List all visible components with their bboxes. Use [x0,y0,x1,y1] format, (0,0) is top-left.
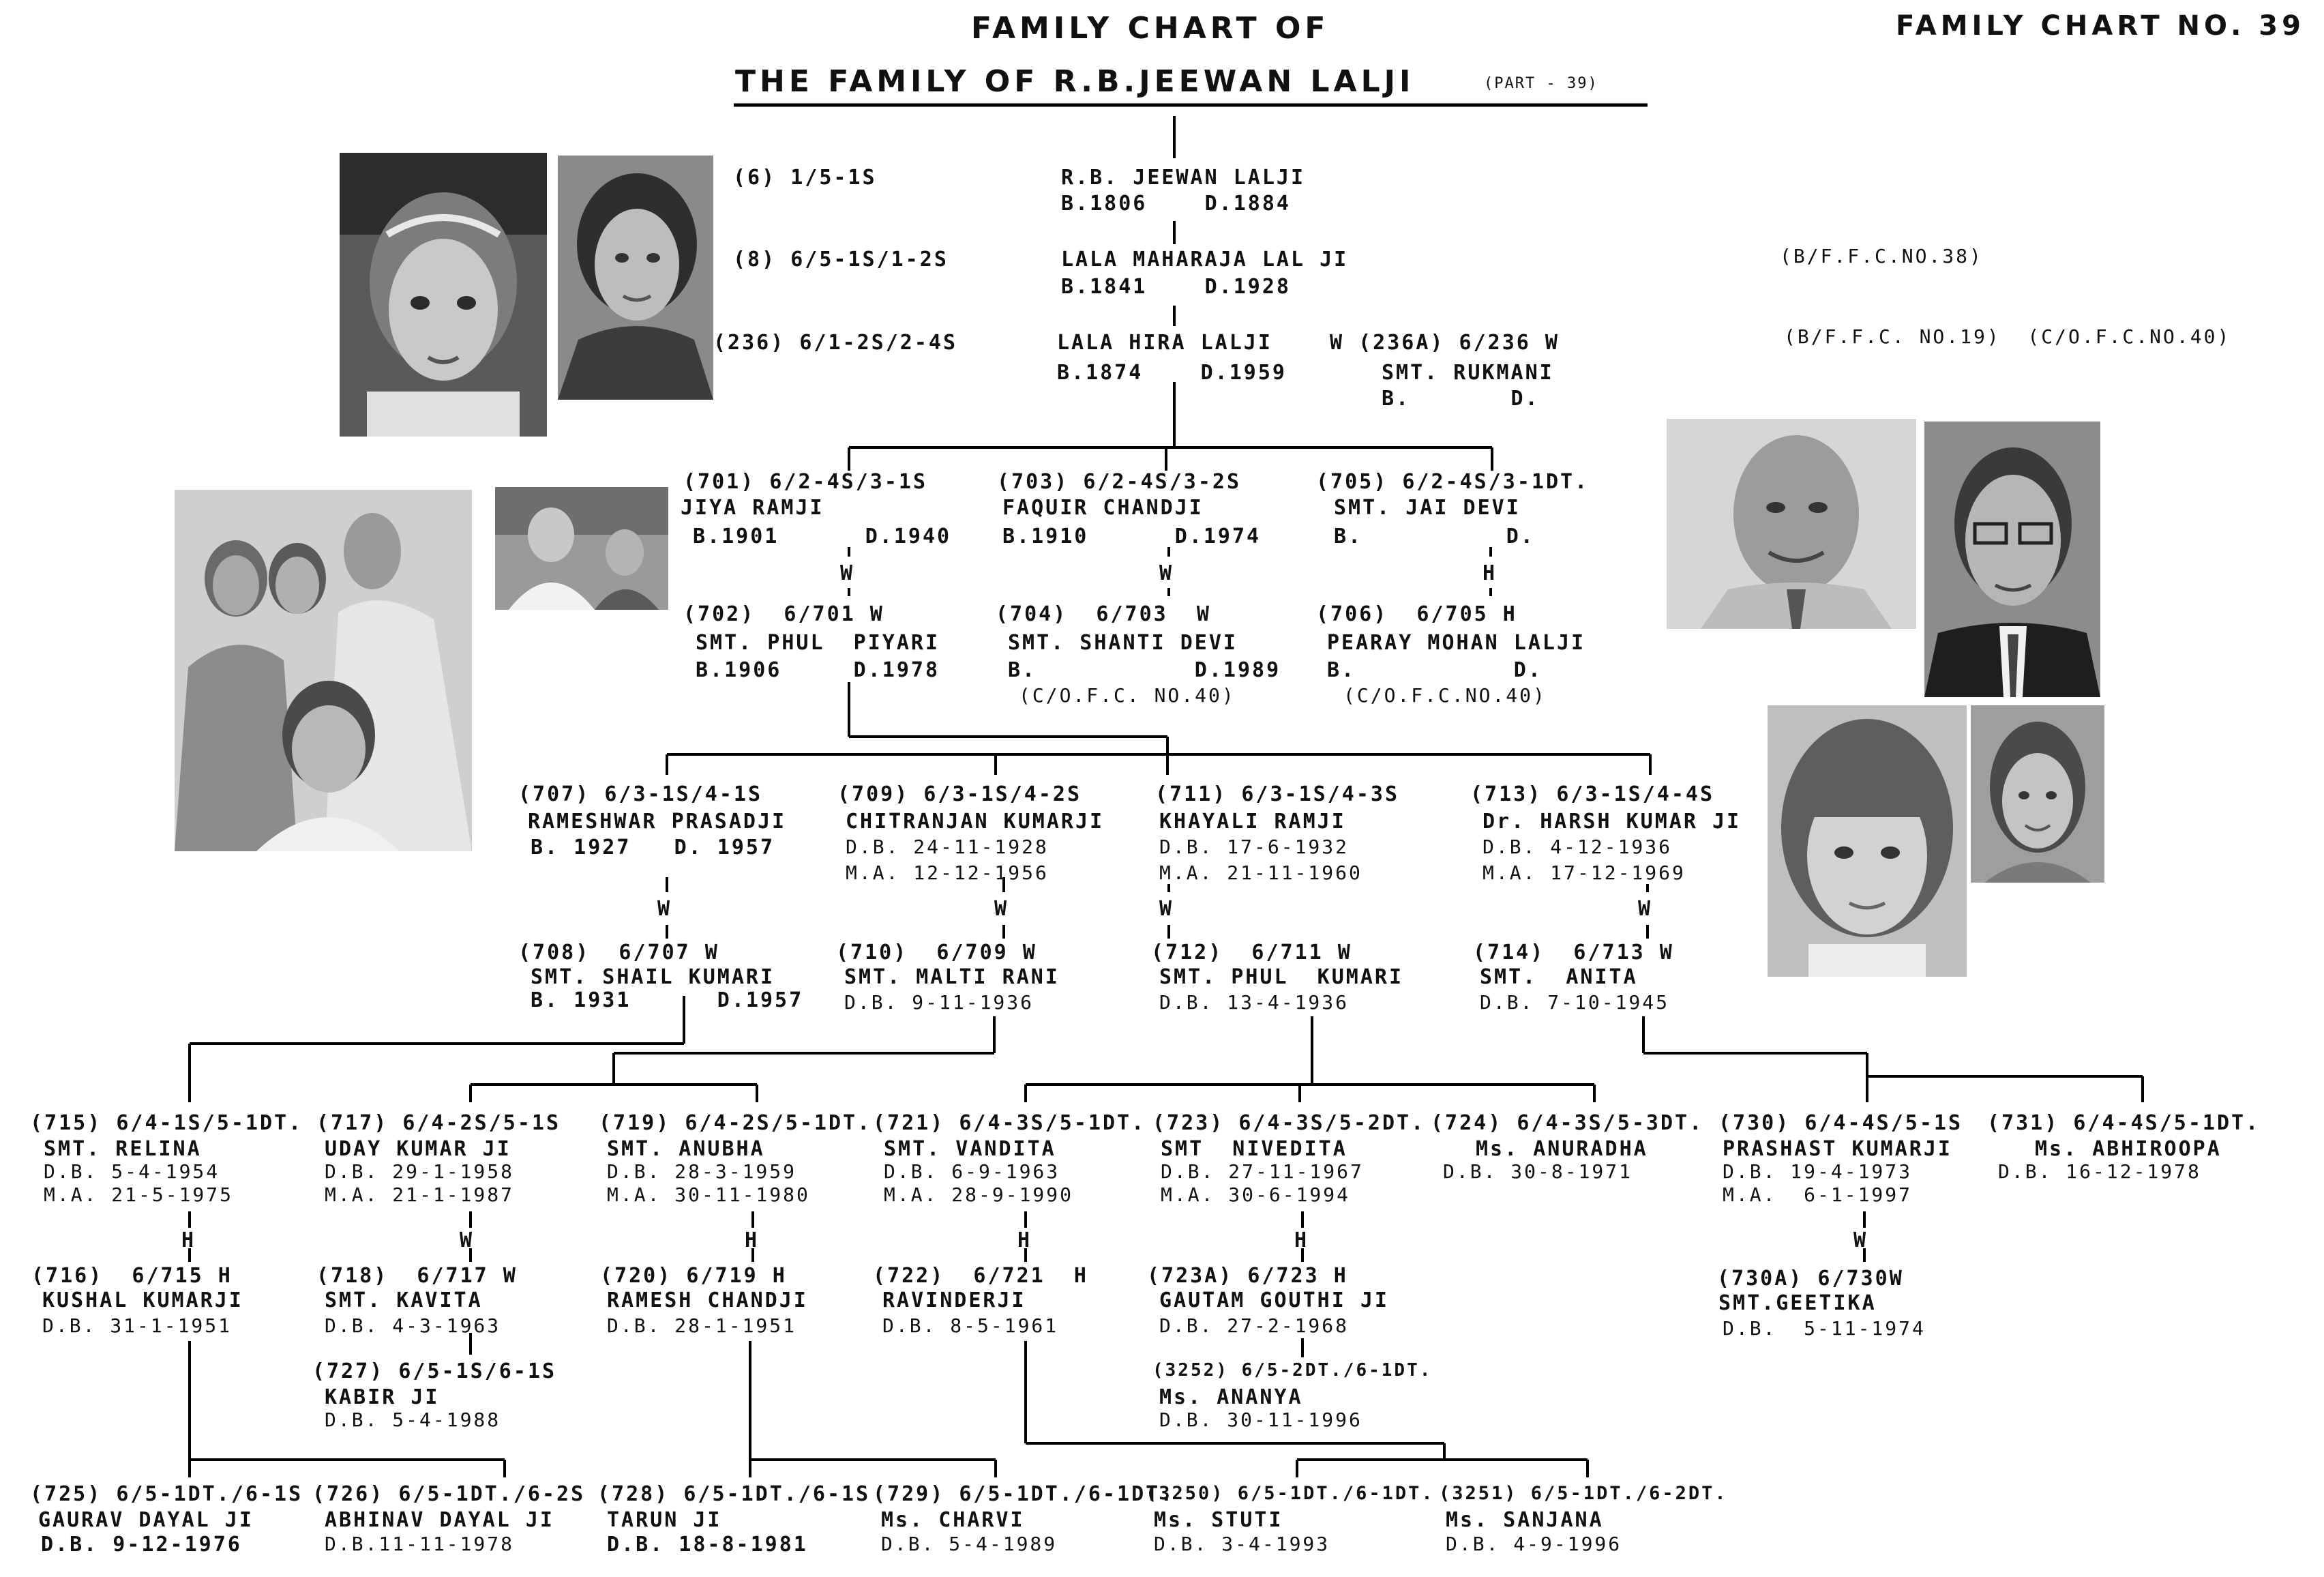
photo-young-girl [340,153,547,437]
name-236: LALA HIRA LALJI [1057,331,1272,355]
dates-703: B.1910 D.1974 [1002,525,1262,548]
birth-721: D.B. 6-9-1963 [884,1160,1060,1183]
birth-714: D.B. 7-10-1945 [1480,991,1670,1014]
code-723: (723) 6/4-3S/5-2DT. [1152,1111,1426,1135]
photo-man-smiling [1667,419,1916,629]
name-3250: Ms. STUTI [1154,1508,1283,1532]
birth-712: D.B. 13-4-1936 [1159,991,1350,1014]
birth-720: D.B. 28-1-1951 [607,1314,797,1337]
name-730: PRASHAST KUMARJI [1723,1137,1952,1161]
marriage-719: M.A. 30-11-1980 [607,1183,810,1206]
code-705: (705) 6/2-4S/3-1DT. [1316,470,1590,494]
code-712: (712) 6/711 W [1151,941,1352,964]
code-728: (728) 6/5-1DT./6-1S [597,1482,871,1506]
name-8: LALA MAHARAJA LAL JI [1061,248,1349,271]
marriage-mark-705: H [1483,561,1498,585]
code-707: (707) 6/3-1S/4-1S [518,782,763,806]
dates-706: B. D. [1327,658,1543,682]
code-6: (6) 1/5-1S [733,166,877,190]
birth-3250: D.B. 3-4-1993 [1154,1533,1330,1555]
ref-236: (B/F.F.C. NO.19) (C/O.F.C.NO.40) [1784,325,2231,348]
code-731: (731) 6/4-4S/5-1DT. [1987,1111,2261,1135]
marriage-mark-709: W [994,897,1009,921]
name-6: R.B. JEEWAN LALJI [1061,166,1306,190]
name-712: SMT. PHUL KUMARI [1159,965,1404,989]
code-726: (726) 6/5-1DT./6-2S [312,1482,586,1506]
dates-707: B. 1927 D. 1957 [531,836,775,859]
dates-704: B. D.1989 [1008,658,1281,682]
birth-718: D.B. 4-3-1963 [325,1314,501,1337]
birth-711: D.B. 17-6-1932 [1159,836,1350,858]
code-711: (711) 6/3-1S/4-3S [1155,782,1400,806]
name-236a: SMT. RUKMANI [1382,361,1554,385]
birth-727: D.B. 5-4-1988 [325,1409,501,1431]
birth-723a: D.B. 27-2-1968 [1159,1314,1350,1337]
name-714: SMT. ANITA [1480,965,1638,989]
marriage-730: M.A. 6-1-1997 [1723,1183,1913,1206]
code-701: (701) 6/2-4S/3-1S [683,470,928,494]
birth-3252: D.B. 30-11-1996 [1159,1409,1362,1431]
marriage-715: M.A. 21-5-1975 [44,1183,234,1206]
marriage-mark-713: W [1638,897,1653,921]
name-3252: Ms. ANANYA [1159,1385,1303,1409]
marriage-mark-730: W [1853,1228,1868,1252]
photo-woman [558,156,713,400]
birth-716: D.B. 31-1-1951 [42,1314,233,1337]
name-709: CHITRANJAN KUMARJI [846,810,1105,834]
birth-724: D.B. 30-8-1971 [1443,1160,1633,1183]
dates-701: B.1901 D.1940 [693,525,952,548]
birth-731: D.B. 16-12-1978 [1998,1160,2201,1183]
name-707: RAMESHWAR PRASADJI [528,810,787,834]
code-8: (8) 6/5-1S/1-2S [733,248,949,271]
code-727: (727) 6/5-1S/6-1S [312,1359,557,1383]
name-724: Ms. ANURADHA [1476,1137,1648,1161]
dates-702: B.1906 D.1978 [696,658,940,682]
ref-8: (B/F.F.C.NO.38) [1780,245,1983,267]
code-704: (704) 6/703 W [996,602,1211,626]
marriage-mark-723: H [1294,1228,1309,1252]
name-728: TARUN JI [607,1508,722,1532]
code-716: (716) 6/715 H [31,1264,233,1288]
code-730: (730) 6/4-4S/5-1S [1718,1111,1963,1135]
dates-705: B. D. [1334,525,1535,548]
code-719: (719) 6/4-2S/5-1DT. [599,1111,872,1135]
code-236: (236) 6/1-2S/2-4S [713,331,958,355]
chart-part: (PART - 39) [1484,75,1598,92]
dates-236a: B. D. [1382,387,1540,411]
name-719: SMT. ANUBHA [607,1137,765,1161]
marriage-711: M.A. 21-11-1960 [1159,861,1362,884]
name-723: SMT NIVEDITA [1161,1137,1347,1161]
photo-man-glasses [1924,422,2100,697]
name-720: RAMESH CHANDJI [607,1288,808,1312]
dates-236: B.1874 D.1959 [1057,361,1287,385]
name-704: SMT. SHANTI DEVI [1008,631,1238,655]
chart-number: FAMILY CHART NO. 39 [1896,10,2305,42]
dates-6: B.1806 D.1884 [1061,192,1291,216]
name-3251: Ms. SANJANA [1446,1508,1604,1532]
photo-girl-bangs [1768,705,1967,977]
code-718: (718) 6/717 W [316,1264,518,1288]
name-730a: SMT.GEETIKA [1718,1291,1877,1315]
birth-723: D.B. 27-11-1967 [1161,1160,1364,1183]
name-701: JIYA RAMJI [681,496,824,520]
marriage-mark-711: W [1159,897,1174,921]
marriage-721: M.A. 28-9-1990 [884,1183,1074,1206]
code-730a: (730A) 6/730W [1717,1267,1904,1291]
marriage-mark-701: W [840,561,855,585]
code-3252: (3252) 6/5-2DT./6-1DT. [1152,1360,1433,1381]
code-709: (709) 6/3-1S/4-2S [837,782,1082,806]
code-708: (708) 6/707 W [518,941,719,964]
dates-708: B. 1931 D.1957 [531,988,804,1012]
code-720: (720) 6/719 H [600,1264,787,1288]
code-715: (715) 6/4-1S/5-1DT. [30,1111,303,1135]
birth-3251: D.B. 4-9-1996 [1446,1533,1622,1555]
marriage-723: M.A. 30-6-1994 [1161,1183,1351,1206]
birth-710: D.B. 9-11-1936 [844,991,1034,1014]
photo-girl-smiling [1971,705,2104,883]
birth-725: D.B. 9-12-1976 [41,1533,242,1557]
name-725: GAURAV DAYAL JI [38,1508,254,1532]
marriage-mark-703: W [1159,561,1174,585]
code-714: (714) 6/713 W [1473,941,1674,964]
marriage-mark-707: W [657,897,672,921]
marriage-713: M.A. 17-12-1969 [1483,861,1686,884]
name-710: SMT. MALTI RANI [844,965,1060,989]
dates-8: B.1841 D.1928 [1061,275,1291,299]
birth-726: D.B.11-11-1978 [325,1533,515,1555]
photo-elderly-couple [495,487,668,610]
code-706: (706) 6/705 H [1316,602,1517,626]
name-721: SMT. VANDITA [884,1137,1056,1161]
birth-717: D.B. 29-1-1958 [325,1160,515,1183]
marriage-mark-721: H [1017,1228,1032,1252]
code-721: (721) 6/4-3S/5-1DT. [873,1111,1146,1135]
birth-709: D.B. 24-11-1928 [846,836,1049,858]
code-724: (724) 6/4-3S/5-3DT. [1431,1111,1704,1135]
code-710: (710) 6/709 W [836,941,1037,964]
marriage-717: M.A. 21-1-1987 [325,1183,515,1206]
code-702: (702) 6/701 W [683,602,884,626]
marriage-mark-715: H [181,1228,196,1252]
name-706: PEARAY MOHAN LALJI [1327,631,1586,655]
code-3251: (3251) 6/5-1DT./6-2DT. [1439,1483,1728,1504]
name-722: RAVINDERJI [882,1288,1026,1312]
marriage-mark-719: H [745,1228,760,1252]
name-711: KHAYALI RAMJI [1159,810,1346,834]
name-713: Dr. HARSH KUMAR JI [1483,810,1742,834]
birth-730a: D.B. 5-11-1974 [1723,1317,1926,1340]
name-705: SMT. JAI DEVI [1334,496,1521,520]
name-717: UDAY KUMAR JI [325,1137,511,1161]
code-717: (717) 6/4-2S/5-1S [316,1111,561,1135]
code-722: (722) 6/721 H [873,1264,1088,1288]
name-718: SMT. KAVITA [325,1288,483,1312]
name-727: KABIR JI [325,1385,440,1409]
name-729: Ms. CHARVI [881,1508,1025,1532]
name-715: SMT. RELINA [44,1137,202,1161]
name-703: FAQUIR CHANDJI [1002,496,1204,520]
birth-713: D.B. 4-12-1936 [1483,836,1673,858]
ref-704: (C/O.F.C. NO.40) [1019,684,1236,707]
code-236a: W (236A) 6/236 W [1330,331,1560,355]
birth-729: D.B. 5-4-1989 [881,1533,1058,1555]
chart-subtitle: THE FAMILY OF R.B.JEEWAN LALJI [735,64,1415,99]
name-716: KUSHAL KUMARJI [42,1288,243,1312]
marriage-mark-717: W [460,1228,475,1252]
birth-722: D.B. 8-5-1961 [882,1314,1059,1337]
photo-family-group [175,490,472,851]
name-702: SMT. PHUL PIYARI [696,631,940,655]
code-713: (713) 6/3-1S/4-4S [1470,782,1715,806]
code-723a: (723A) 6/723 H [1147,1264,1348,1288]
name-726: ABHINAV DAYAL JI [325,1508,554,1532]
birth-719: D.B. 28-3-1959 [607,1160,797,1183]
name-723a: GAUTAM GOUTHI JI [1159,1288,1389,1312]
birth-728: D.B. 18-8-1981 [607,1533,808,1557]
ref-706: (C/O.F.C.NO.40) [1343,684,1547,707]
code-3250: (3250) 6/5-1DT./6-1DT. [1146,1483,1435,1504]
birth-715: D.B. 5-4-1954 [44,1160,220,1183]
code-703: (703) 6/2-4S/3-2S [997,470,1242,494]
name-731: Ms. ABHIROOPA [2035,1137,2222,1161]
name-708: SMT. SHAIL KUMARI [531,965,775,989]
chart-title: FAMILY CHART OF [971,11,1330,46]
marriage-709: M.A. 12-12-1956 [846,861,1049,884]
birth-730: D.B. 19-4-1973 [1723,1160,1913,1183]
code-725: (725) 6/5-1DT./6-1S [30,1482,303,1506]
code-729: (729) 6/5-1DT./6-1DT. [873,1482,1175,1506]
